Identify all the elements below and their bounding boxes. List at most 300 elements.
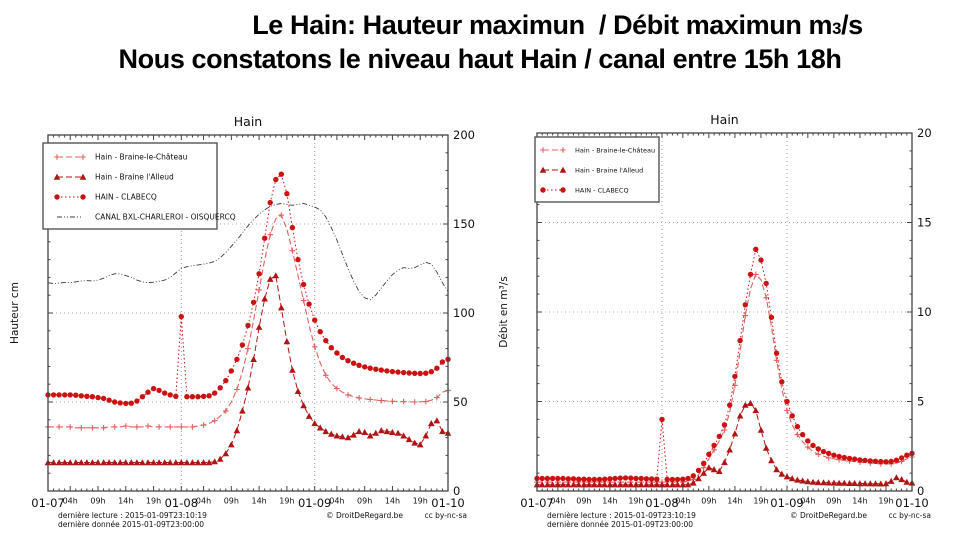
circle-marker [418,371,423,376]
circle-marker [717,434,722,439]
x-tick-hour-label: 19h [878,496,894,506]
plus-marker [367,397,373,403]
triangle-marker [768,457,775,463]
plus-marker [345,392,351,398]
circle-marker [95,395,100,400]
circle-marker [373,367,378,372]
plus-marker [179,424,185,430]
x-tick-hour-label: 19h [628,496,644,506]
circle-marker [184,394,189,399]
plus-marker [290,248,296,254]
triangle-marker [239,408,246,414]
triangle-marker [278,304,285,310]
plus-marker [763,295,769,301]
triangle-marker [295,388,302,394]
circle-marker [251,300,256,305]
circle-marker [831,453,836,458]
circle-marker [852,456,857,461]
circle-marker [240,342,245,347]
y-tick-label: 50 [453,395,468,409]
footer-donnee: dernière donnée 2015-01-09T23:00:00 [547,520,694,529]
triangle-marker [763,445,770,451]
circle-marker [118,400,123,405]
x-tick-date-label: 01-08 [645,496,679,510]
x-tick-hour-label: 09h [357,496,373,506]
plus-marker [201,422,207,428]
plus-marker [123,423,129,429]
circle-marker [134,398,139,403]
debit-chart [480,100,960,540]
plus-marker [412,399,418,405]
circle-marker [628,475,633,480]
circle-marker [329,345,334,350]
title-cubic-exponent: 3 [832,19,842,38]
plus-marker [212,418,218,424]
triangle-marker [323,428,330,434]
circle-marker [223,378,228,383]
plus-marker [815,452,821,458]
circle-marker [390,369,395,374]
title-line-2: Nous constatons le niveau haut Hain / canal entre 15h 18h [118,44,842,74]
plus-marker [67,424,73,430]
circle-marker [748,272,753,277]
circle-marker [384,368,389,373]
triangle-marker [439,428,446,434]
triangle-marker [289,367,296,373]
triangle-marker [898,476,905,482]
circle-marker [743,302,748,307]
circle-marker [607,476,612,481]
circle-marker [168,392,173,397]
x-tick-hour-label: 14h [251,496,267,506]
legend-label: CANAL BXL-CHARLEROI - OISQUERCQ [95,212,236,222]
circle-marker [602,477,607,482]
circle-marker [218,385,223,390]
circle-marker [212,390,217,395]
circle-marker [769,315,774,320]
triangle-marker [256,324,263,330]
circle-marker [597,477,602,482]
circle-marker [129,401,134,406]
x-tick-hour-label: 09h [826,496,842,506]
circle-marker [680,477,685,482]
triangle-marker [306,413,313,419]
x-tick-hour-label: 09h [701,496,717,506]
circle-marker [79,393,84,398]
y-tick-label: 15 [917,215,932,230]
triangle-marker [395,430,402,436]
circle-marker [571,476,576,481]
circle-marker [649,476,654,481]
circle-marker [268,200,273,205]
circle-marker [395,369,400,374]
circle-marker [836,454,841,459]
circle-marker [732,374,737,379]
x-tick-hour-label: 04h [675,496,691,506]
circle-marker [423,371,428,376]
triangle-marker [361,429,368,435]
legend-label: Hain - Braine-le-Château [575,146,656,155]
circle-marker [256,271,261,276]
circle-marker [379,367,384,372]
circle-marker [774,351,779,356]
circle-marker [790,413,795,418]
series-line [537,274,912,482]
x-tick-hour-label: 04h [329,496,345,506]
circle-marker [290,225,295,230]
y-tick-label: 20 [917,126,932,140]
circle-marker [340,355,345,360]
circle-marker [412,371,417,376]
legend-label: Hain - Braine-le-Château [95,152,188,162]
circle-marker [156,388,161,393]
circle-marker [540,476,545,481]
circle-marker [842,455,847,460]
circle-marker [623,475,628,480]
circle-marker [173,394,178,399]
footer-license: cc by-nc-sa [424,511,467,520]
y-tick-label: 0 [917,484,925,498]
x-tick-hour-label: 04h [800,496,816,506]
circle-marker [345,358,350,363]
plus-marker [784,408,790,414]
footer-copyright: © DroitDeRegard.be [790,511,867,520]
triangle-marker [400,432,407,438]
triangle-marker [267,276,274,282]
circle-marker [318,329,323,334]
circle-marker [206,393,211,398]
circle-marker [675,477,680,482]
circle-marker [612,476,617,481]
chart-title: Hain [233,114,263,129]
circle-marker [334,350,339,355]
triangle-marker [434,417,441,423]
circle-marker [753,247,758,252]
hauteur-plot-area [9,114,475,529]
plus-marker [145,423,151,429]
triangle-marker [411,440,418,446]
triangle-marker [345,434,352,440]
circle-marker [54,194,59,199]
circle-marker [195,394,200,399]
circle-marker [795,424,800,429]
plus-marker [267,232,273,238]
plus-marker [279,212,285,218]
triangle-marker [732,430,739,436]
y-tick-label: 150 [453,217,475,231]
y-tick-label: 10 [917,305,932,319]
footer-donnee: dernière donnée 2015-01-09T23:00:00 [58,520,205,529]
circle-marker [899,455,904,460]
circle-marker [145,390,150,395]
x-tick-hour-label: 14h [118,496,134,506]
circle-marker [540,187,545,192]
circle-marker [805,438,810,443]
circle-marker [229,368,234,373]
circle-marker [644,476,649,481]
y-tick-label: 100 [453,306,475,320]
circle-marker [140,394,145,399]
plus-marker [301,298,307,304]
circle-marker [758,257,763,262]
circle-marker [639,476,644,481]
title-line-1-suffix: /s [841,10,863,40]
circle-marker [555,476,560,481]
triangle-marker [273,272,280,278]
x-tick-hour-label: 19h [412,496,428,506]
footer-copyright: © DroitDeRegard.be [326,511,403,520]
debit-plot-area [498,112,932,529]
triangle-marker [428,420,435,426]
circle-marker [273,177,278,182]
circle-marker [701,461,706,466]
legend-label: HAIN - CLABECQ [575,186,629,195]
legend-label: Hain - Braine l'Alleud [575,166,644,175]
triangle-marker [245,384,252,390]
circle-marker [68,392,73,397]
footer-lecture: dernière lecture : 2015-01-09T23:10:19 [58,511,207,520]
circle-marker [764,281,769,286]
plus-marker [134,424,140,430]
triangle-marker [373,430,380,436]
circle-marker [737,338,742,343]
y-tick-label: 5 [917,394,925,409]
triangle-marker [350,432,357,438]
triangle-marker [328,431,335,437]
plus-marker [156,424,162,430]
y-axis-label: Débit en m³/s [498,276,510,348]
circle-marker [362,364,367,369]
x-tick-hour-label: 19h [279,496,295,506]
hauteur-chart [0,100,480,540]
circle-marker [878,459,883,464]
circle-marker [857,457,862,462]
x-tick-hour-label: 09h [576,496,592,506]
circle-marker [800,432,805,437]
circle-marker [894,458,899,463]
x-tick-date-label: 01-10 [431,496,465,510]
triangle-marker [893,474,900,480]
circle-marker [821,449,826,454]
circle-marker [566,476,571,481]
circle-marker [581,477,586,482]
circle-marker [847,456,852,461]
circle-marker [784,399,789,404]
circle-marker [123,401,128,406]
circle-marker [90,394,95,399]
x-tick-date-label: 01-08 [164,496,199,510]
circle-marker [401,370,406,375]
x-tick-date-label: 01-07 [31,496,65,510]
x-tick-hour-label: 14h [852,496,868,506]
plus-marker [101,425,107,431]
circle-marker [301,282,306,287]
circle-marker [670,477,675,482]
triangle-marker [284,338,291,344]
circle-marker [711,443,716,448]
plus-marker [390,399,396,405]
circle-marker [868,458,873,463]
triangle-marker [223,450,230,456]
x-tick-hour-label: 09h [90,496,106,506]
triangle-marker [378,427,385,433]
x-tick-hour-label: 09h [223,496,239,506]
x-tick-date-label: 01-09 [297,496,332,510]
x-tick-hour-label: 04h [550,496,566,506]
plus-marker [112,424,118,430]
legend-label: Hain - Braine l'Alleud [95,172,174,182]
circle-marker [862,458,867,463]
x-tick-hour-label: 14h [727,496,743,506]
circle-marker [73,393,78,398]
plus-marker [79,425,85,431]
circle-marker [245,323,250,328]
triangle-marker [737,412,744,418]
triangle-marker [726,446,733,452]
circle-marker [576,477,581,482]
circle-marker [284,191,289,196]
circle-marker [434,366,439,371]
circle-marker [106,398,111,403]
legend [535,137,659,202]
circle-marker [56,392,61,397]
circle-marker [279,172,284,177]
triangle-marker [721,459,728,465]
plus-marker [379,398,385,404]
page-title [0,10,960,75]
circle-marker [883,459,888,464]
x-tick-date-label: 01-09 [770,496,804,510]
circle-marker [323,338,328,343]
title-line-1 [155,10,960,41]
plus-marker [256,287,262,293]
circle-marker [262,236,267,241]
x-tick-hour-label: 04h [195,496,212,506]
circle-marker [727,402,732,407]
chart-footer [547,511,931,529]
circle-marker [706,452,711,457]
circle-marker [691,473,696,478]
triangle-marker [888,478,895,484]
x-tick-hour-label: 14h [384,496,401,506]
plus-marker [356,395,362,401]
circle-marker [592,477,597,482]
circle-marker [234,357,239,362]
circle-marker [816,446,821,451]
circle-marker [406,370,411,375]
circle-marker [826,451,831,456]
circle-marker [101,396,106,401]
circle-marker [429,369,434,374]
x-tick-hour-label: 19h [753,496,769,506]
triangle-marker [250,356,257,362]
title-line-1-text: Le Hain: Hauteur maximun / Débit maximun m [252,10,833,40]
plus-marker [753,272,759,278]
triangle-marker [758,427,765,433]
circle-marker [779,379,784,384]
series-hain-clabecq [534,247,914,482]
triangle-marker [406,436,413,442]
circle-marker [356,363,361,368]
legend-label: HAIN - CLABECQ [95,192,157,202]
series-line [48,212,448,428]
triangle-marker [356,428,363,434]
circle-marker [633,476,638,481]
circle-marker [190,394,195,399]
triangle-marker [300,402,307,408]
circle-marker [586,477,591,482]
plus-marker [56,424,62,430]
circle-marker [351,361,356,366]
circle-marker [685,476,690,481]
circle-marker [440,359,445,364]
circle-marker [295,257,300,262]
chart-title: Hain [710,112,739,127]
triangle-marker [261,295,268,301]
circle-marker [179,314,184,319]
x-tick-date-label: 01-07 [520,496,554,510]
series-hain-braine-le-ch-teau [534,272,915,485]
circle-marker [201,394,206,399]
circle-marker [112,399,117,404]
y-axis-label: Hauteur cm [9,282,21,344]
circle-marker [151,386,156,391]
triangle-marker [423,432,430,438]
x-tick-hour-label: 19h [145,496,162,506]
x-tick-hour-label: 04h [62,496,78,506]
circle-marker [312,317,317,322]
plus-marker [90,425,96,431]
circle-marker [904,453,909,458]
circle-marker [162,390,167,395]
footer-lecture: dernière lecture : 2015-01-09T23:10:19 [547,511,696,520]
chart-footer [58,511,467,529]
circle-marker [84,394,89,399]
circle-marker [665,477,670,482]
series-line [537,249,912,479]
plus-marker [234,387,240,393]
circle-marker [368,366,373,371]
circle-marker [873,459,878,464]
y-tick-label: 0 [453,484,461,498]
plus-marker [423,399,429,405]
triangle-marker [706,464,713,470]
triangle-marker [794,477,801,483]
series-line [537,403,912,484]
triangle-marker [417,441,424,447]
plus-marker [167,424,173,430]
footer-license: cc by-nc-sa [888,511,931,520]
circle-marker [560,476,565,481]
circle-marker [654,477,659,482]
circle-marker [51,392,56,397]
circle-marker [618,475,623,480]
y-tick-label: 200 [453,128,475,142]
x-tick-hour-label: 14h [602,496,618,506]
circle-marker [550,476,555,481]
plus-marker [245,346,251,352]
circle-marker [722,422,727,427]
circle-marker [659,417,664,422]
circle-marker [80,194,85,199]
circle-marker [545,476,550,481]
circle-marker [560,187,565,192]
circle-marker [696,468,701,473]
triangle-marker [747,400,754,406]
plus-marker [401,399,407,405]
circle-marker [306,301,311,306]
circle-marker [810,443,815,448]
